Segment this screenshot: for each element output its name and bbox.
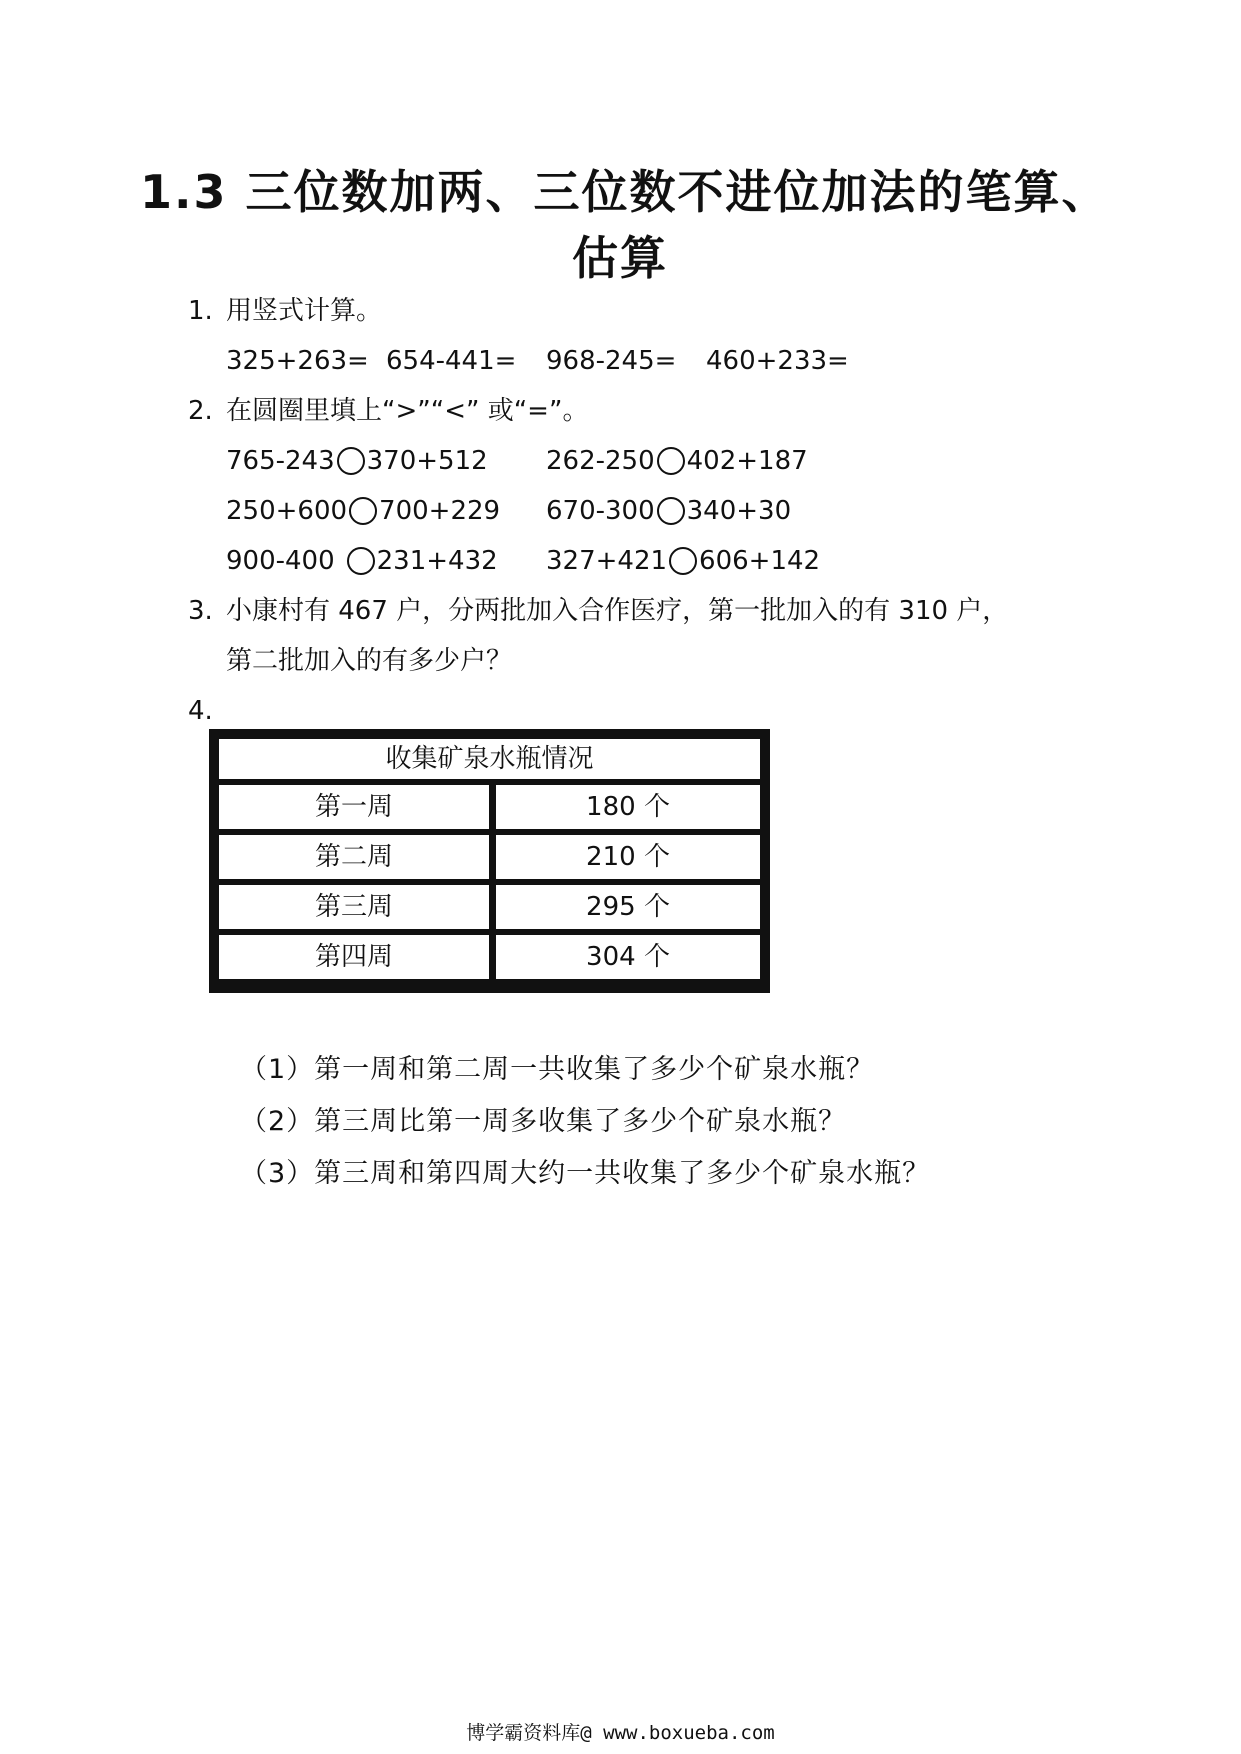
answer-circle[interactable] <box>669 547 697 575</box>
compare-right: 370+512 <box>366 446 488 476</box>
table-cell-week: 第一周 <box>219 785 489 829</box>
page-title-line2: 估算 <box>572 231 668 285</box>
q2-text: 在圆圈里填上“>”“<” 或“=”。 <box>226 396 589 426</box>
table-row <box>219 835 760 879</box>
table-cell-count: 295 个 <box>496 885 760 929</box>
q1-expr-1: 325+263= <box>226 346 369 376</box>
table-row <box>219 785 760 829</box>
footer-watermark: 博学霸资料库@ www.boxueba.com <box>466 1722 775 1744</box>
answer-circle[interactable] <box>349 497 377 525</box>
answer-circle[interactable] <box>337 447 365 475</box>
table-cell-week: 第二周 <box>219 835 489 879</box>
compare-right: 402+187 <box>686 446 808 476</box>
answer-circle[interactable] <box>657 447 685 475</box>
q4-sub-question-3: （3）第三周和第四周大约一共收集了多少个矿泉水瓶？ <box>240 1158 931 1189</box>
compare-right: 700+229 <box>379 496 501 526</box>
compare-item <box>546 444 808 478</box>
q1-expr-2: 654-441= <box>386 346 517 376</box>
table-cell-count: 180 个 <box>496 785 760 829</box>
compare-left: 327+421 <box>546 546 668 576</box>
answer-circle[interactable] <box>347 547 375 575</box>
q1-number: 1. <box>188 296 213 326</box>
compare-item <box>546 494 791 528</box>
compare-right: 606+142 <box>699 546 821 576</box>
q3-text-line2: 第二批加入的有多少户？ <box>226 646 513 676</box>
compare-left: 670-300 <box>546 496 655 526</box>
compare-right: 231+432 <box>376 546 498 576</box>
q2-number: 2. <box>188 396 213 426</box>
compare-left: 900-400 <box>226 546 335 576</box>
compare-left: 262-250 <box>546 446 655 476</box>
table-cell-week: 第四周 <box>219 935 489 979</box>
table-row <box>219 935 760 979</box>
table-title: 收集矿泉水瓶情况 <box>219 739 760 779</box>
compare-item <box>226 444 488 478</box>
table-cell-week: 第三周 <box>219 885 489 929</box>
q3-number: 3. <box>188 596 213 626</box>
answer-circle[interactable] <box>657 497 685 525</box>
table-cell-count: 210 个 <box>496 835 760 879</box>
page-title-line1: 1.3 三位数加两、三位数不进位加法的笔算、 <box>140 165 1110 219</box>
compare-item <box>226 544 498 578</box>
compare-left: 250+600 <box>226 496 348 526</box>
compare-right: 340+30 <box>686 496 792 526</box>
compare-item <box>546 544 820 578</box>
q4-sub-question-1: （1）第一周和第二周一共收集了多少个矿泉水瓶？ <box>240 1054 875 1085</box>
q3-text-line1: 小康村有 467 户，分两批加入合作医疗，第一批加入的有 310 户， <box>226 596 1009 626</box>
table-cell-count: 304 个 <box>496 935 760 979</box>
compare-item <box>226 494 500 528</box>
q4-sub-question-2: （2）第三周比第一周多收集了多少个矿泉水瓶？ <box>240 1106 847 1137</box>
compare-left: 765-243 <box>226 446 335 476</box>
q1-expr-4: 460+233= <box>706 346 849 376</box>
q4-number: 4. <box>188 696 213 726</box>
table-row <box>219 885 760 929</box>
q1-expr-3: 968-245= <box>546 346 677 376</box>
q1-text: 用竖式计算。 <box>226 296 383 326</box>
bottle-collection-table <box>209 729 770 993</box>
